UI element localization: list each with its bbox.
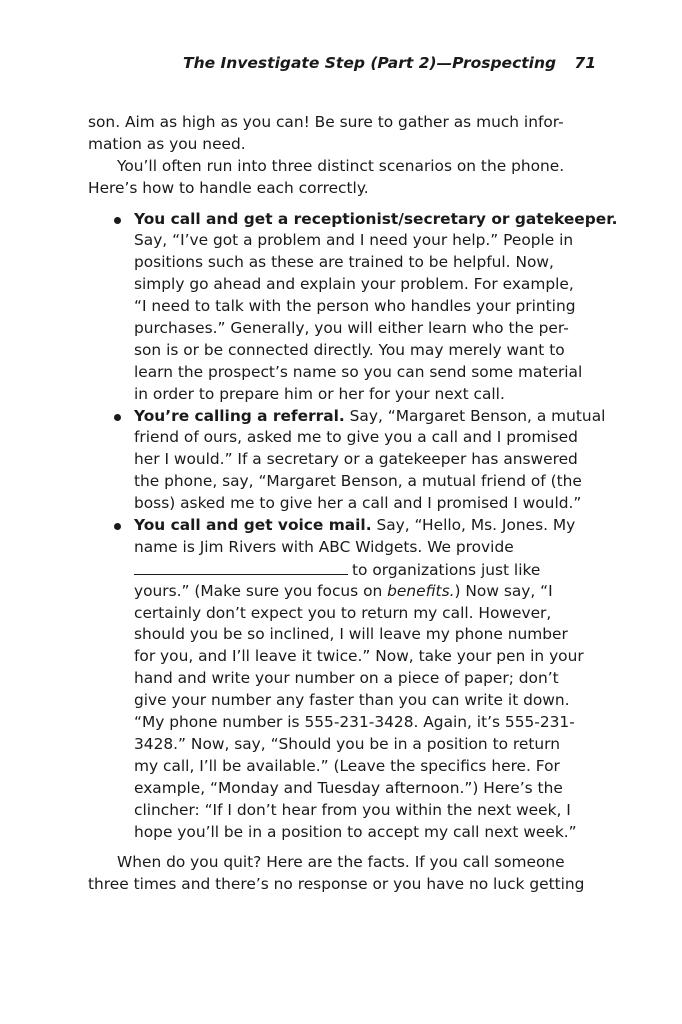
chapter-title: The Investigate Step (Part 2)—Prospecting [183,54,557,72]
text-line: mation as you need. [88,134,246,153]
text-line [134,209,618,231]
text-run: Say, “Hello, Ms. Jones. My [371,516,576,535]
scenario-referral [88,406,606,515]
text-line: for you, and I’ll leave it twice.” Now, take your pen in your [134,647,584,666]
text-line: friend of ours, asked me to give you a call and I promised [134,428,578,447]
text-line [134,581,598,603]
text-line: my call, I’ll be available.” (Leave the specifics here. For [134,756,560,775]
text-run: Say, “Margaret Benson, a mutual [344,406,606,425]
emphasis-benefits: benefits. [387,581,455,600]
text-line: her I would.” If a secretary or a gatekeeper has answered [134,450,578,469]
text-line: three times and there’s no response or you have no luck getting [88,875,585,894]
text-line: Say, “I’ve got a problem and I need your help.” People in [134,231,574,250]
text-line: “I need to talk with the person who handles your printing [134,297,576,316]
body-text [88,112,618,896]
text-line: hope you’ll be in a position to accept my call next week.” [134,822,577,841]
scenario-heading: You call and get voice mail. [134,516,372,535]
text-line [134,406,606,428]
text-run: ) Now say, “I [454,581,553,600]
bullet-icon [114,414,121,421]
text-line [134,515,598,537]
text-line: name is Jim Rivers with ABC Widgets. We provide [134,537,514,556]
text-run: to organizations just like [352,560,541,579]
scenario-list [88,209,618,844]
text-line: When do you quit? Here are the facts. If you call someone [117,853,565,872]
text-line: simply go ahead and explain your problem. For example, [134,275,574,294]
text-line: hand and write your number on a piece of paper; don’t [134,669,559,688]
text-line: learn the prospect’s name so you can send some material [134,362,583,381]
page-number: 71 [574,54,596,72]
text-line: Here’s how to handle each correctly. [88,178,369,197]
text-line: son is or be connected directly. You may merely want to [134,340,565,359]
text-line: certainly don’t expect you to return my call. However, [134,603,552,622]
text-line: should you be so inclined, I will leave my phone number [134,625,568,644]
bullet-icon [114,523,121,530]
scenario-heading: You call and get a receptionist/secretary or gatekeeper. [134,209,618,228]
text-line: in order to prepare him or her for your next call. [134,384,505,403]
text-line: boss) asked me to give her a call and I promised I would.” [134,494,582,513]
text-line: “My phone number is 555-231-3428. Again, it’s 555-231- [134,713,575,732]
fill-in-blank [134,559,348,575]
text-run: yours.” (Make sure you focus on [134,581,388,600]
scenario-heading: You’re calling a referral. [134,406,345,425]
text-line: clincher: “If I don’t hear from you within the next week, I [134,800,571,819]
text-line: positions such as these are trained to be helpful. Now, [134,253,554,272]
text-line: son. Aim as high as you can! Be sure to gather as much infor- [88,113,564,131]
text-line: You’ll often run into three distinct scenarios on the phone. [117,156,565,175]
text-line: purchases.” Generally, you will either learn who the per- [134,319,569,338]
running-head [183,54,596,76]
scenario-receptionist [88,209,618,406]
text-line: example, “Monday and Tuesday afternoon.”) Here’s the [134,778,563,797]
text-line: 3428.” Now, say, “Should you be in a position to return [134,734,560,753]
text-line: give your number any faster than you can write it down. [134,691,570,710]
scenario-voice-mail [88,515,598,843]
text-line [134,559,598,581]
text-line: the phone, say, “Margaret Benson, a mutual friend of (the [134,472,582,491]
bullet-icon [114,217,121,224]
